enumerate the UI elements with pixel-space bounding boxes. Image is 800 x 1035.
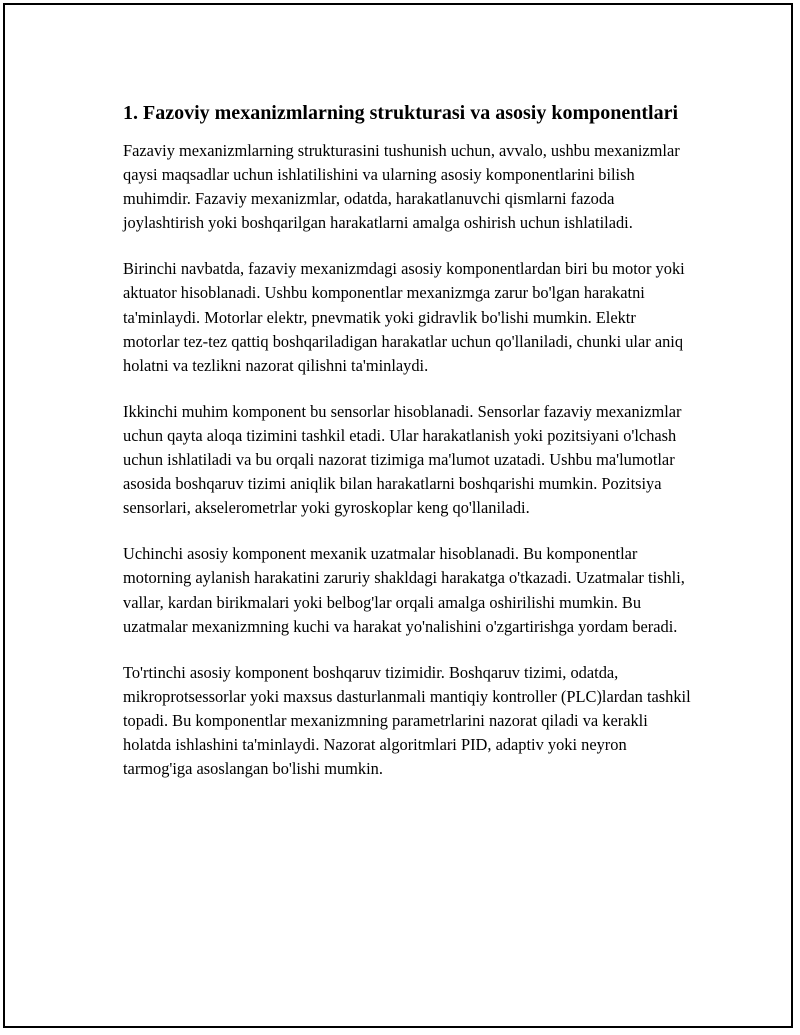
paragraph-transmissions: Uchinchi asosiy komponent mexanik uzatmalar hisoblanadi. Bu komponentlar motorning aylanish harakatini zaruriy shakldagi harakatga o'tkazadi. Uzatmalar tishli, vallar, kardan birikmalari yoki belbog'lar orqali amalga oshirilishi mumkin. Bu uzatmalar mexanizmning kuchi va harakat yo'nalishini o'zgartirishga yordam beradi. xyxy=(123,544,685,636)
document-body xyxy=(123,100,693,803)
document-title: 1. Fazoviy mexanizmlarning strukturasi va asosiy komponentlari xyxy=(123,102,679,124)
paragraph-control-system: To'rtinchi asosiy komponent boshqaruv tizimidir. Boshqaruv tizimi, odatda, mikroprotsessorlar yoki maxsus dasturlanmali mantiqiy kontroller (PLC)lardan tashkil topadi. Bu komponentlar mexanizmning parametrlarini nazorat qiladi va kerakli holatda ishlashini ta'minlaydi. Nazorat algoritmlari PID, adaptiv yoki neyron tarmog'iga asoslangan bo'lishi mumkin. xyxy=(123,662,691,779)
paragraph-motor: Birinchi navbatda, fazaviy mexanizmdagi asosiy komponentlardan biri bu motor yoki aktuator hisoblanadi. Ushbu komponentlar mexanizmga zarur bo'lgan harakatni ta'minlaydi. Motorlar elektr, pnevmatik yoki gidravlik bo'lishi mumkin. Elektr motorlar tez-tez qattiq boshqariladigan harakatlar uchun qo'llaniladi, chunki ular aniq holatni va tezlikni nazorat qilishni ta'minlaydi. xyxy=(123,259,685,375)
paragraph-intro: Fazaviy mexanizmlarning strukturasini tushunish uchun, avvalo, ushbu mexanizmlar qaysi maqsadlar uchun ishlatilishini va ularning asosiy komponentlarini bilish muhimdir. Fazaviy mexanizmlar, odatda, harakatlanuvchi qismlarni fazoda joylashtirish yoki boshqarilgan harakatlarni amalga oshirish uchun ishlatiladi. xyxy=(123,141,680,233)
paragraph-sensors: Ikkinchi muhim komponent bu sensorlar hisoblanadi. Sensorlar fazaviy mexanizmlar uchun qayta aloqa tizimini tashkil etadi. Ular harakatlanish yoki pozitsiyani o'lchash uchun ishlatiladi va bu orqali nazorat tizimiga ma'lumot uzatadi. Ushbu ma'lumotlar asosida boshqaruv tizimi aniqlik bilan harakatlarni boshqarishi mumkin. Pozitsiya sensorlari, akselerometrlar yoki gyroskoplar keng qo'llaniladi. xyxy=(123,401,682,518)
page-frame xyxy=(3,3,793,1028)
